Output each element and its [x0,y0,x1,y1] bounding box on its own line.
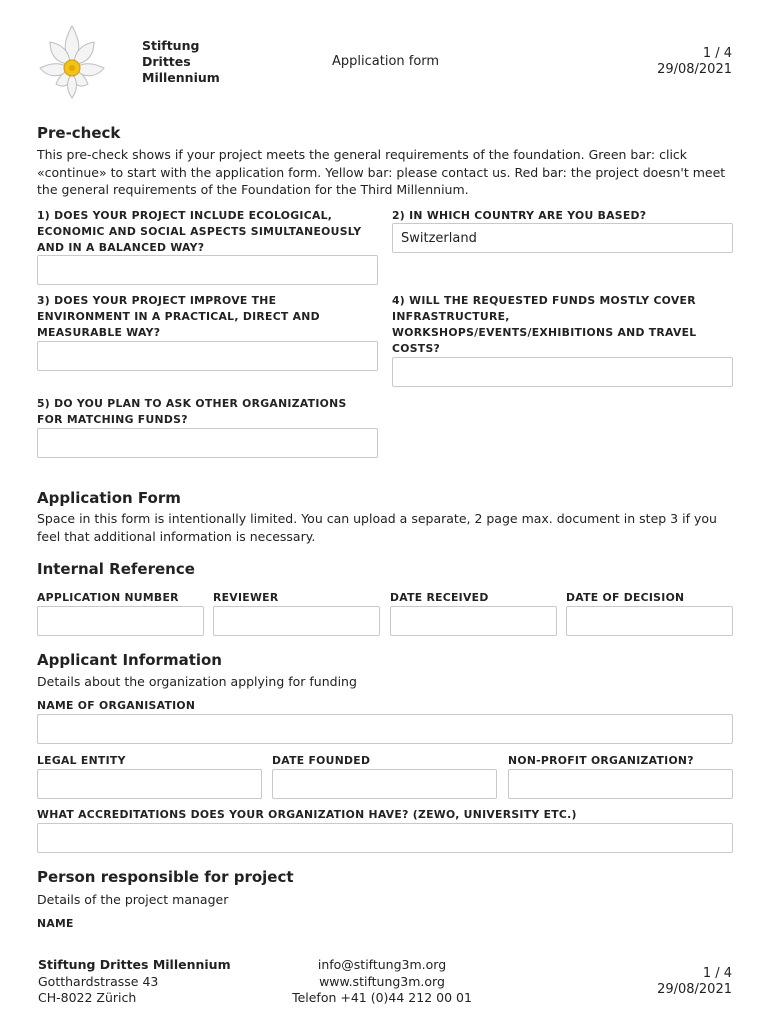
q5-input[interactable] [37,428,378,458]
person-responsible-title: Person responsible for project [37,868,294,886]
q3-input[interactable] [37,341,378,371]
date-received-input[interactable] [390,606,557,636]
organisation-name-input[interactable] [37,714,733,744]
application-description: Space in this form is intentionally limited. You can upload a separate, 2 page max. document in step 3 if you feel that additional information is necessary. [37,511,717,544]
accreditations-input[interactable] [37,823,733,853]
document-title: Application form [332,54,440,69]
application-number-label: APPLICATION NUMBER [37,591,179,604]
q4-input[interactable] [392,357,733,387]
precheck-title: Pre-check [37,124,121,142]
header-date: 29/08/2021 [657,62,732,77]
reviewer-label: REVIEWER [213,591,279,604]
org-name-line3: Millennium [142,70,220,85]
footer-page-number: 1 / 4 [702,966,732,981]
accreditations-label: WHAT ACCREDITATIONS DOES YOUR ORGANIZATION HAVE? (ZEWO, UNIVERSITY ETC.) [37,808,577,821]
organisation-name-label: NAME OF ORGANISATION [37,699,196,712]
person-name-label: NAME [37,917,74,930]
footer-date: 29/08/2021 [657,982,732,997]
q1-input[interactable] [37,255,378,285]
date-received-label: DATE RECEIVED [390,591,489,604]
date-founded-label: DATE FOUNDED [272,754,371,767]
country-input[interactable]: Switzerland [392,223,733,253]
application-number-input[interactable] [37,606,204,636]
org-name [142,38,252,86]
org-name-line2: Drittes [142,54,191,69]
non-profit-label: NON-PROFIT ORGANIZATION? [508,754,694,767]
applicant-information-title: Applicant Information [37,651,222,669]
lotus-flower-icon [36,18,108,104]
date-founded-input[interactable] [272,769,497,799]
footer-contact [288,957,476,1007]
precheck-description: This pre-check shows if your project meets the general requirements of the foundation. Green bar: click «continue» to start with the application form. Yellow bar: please contact us. Red bar: the project doesn't meet the general requirements of the Foundation for the Third Millennium. [37,147,726,197]
non-profit-input[interactable] [508,769,733,799]
application-title: Application Form [37,489,181,507]
footer-address [38,957,231,1007]
q5-label: 5) DO YOU PLAN TO ASK OTHER ORGANIZATIONS FOR MATCHING FUNDS? [37,397,347,426]
footer-website: www.stiftung3m.org [319,973,445,989]
header-page-number: 1 / 4 [702,46,732,61]
footer-org-name: Stiftung Drittes Millennium [38,957,231,972]
legal-entity-label: LEGAL ENTITY [37,754,126,767]
date-of-decision-label: DATE OF DECISION [566,591,685,604]
footer-phone: Telefon +41 (0)44 212 00 01 [292,990,472,1005]
reviewer-input[interactable] [213,606,380,636]
q2-label: 2) IN WHICH COUNTRY ARE YOU BASED? [392,209,647,222]
footer-street: Gotthardstrasse 43 [38,973,159,989]
footer-page-info [657,966,732,998]
applicant-information-description: Details about the organization applying for funding [37,674,357,689]
q3-label: 3) DOES YOUR PROJECT IMPROVE THE ENVIRONMENT IN A PRACTICAL, DIRECT AND MEASURABLE WAY? [37,294,320,339]
q1-label: 1) DOES YOUR PROJECT INCLUDE ECOLOGICAL, ECONOMIC AND SOCIAL ASPECTS SIMULTANEOUSLY AND IN A BALANCED WAY? [37,209,362,254]
legal-entity-input[interactable] [37,769,262,799]
date-of-decision-input[interactable] [566,606,733,636]
header-page-info [657,46,732,78]
person-responsible-description: Details of the project manager [37,892,229,907]
q4-label: 4) WILL THE REQUESTED FUNDS MOSTLY COVER INFRASTRUCTURE, WORKSHOPS/EVENTS/EXHIBITIONS AND TRAVEL COSTS? [392,294,697,355]
footer-email: info@stiftung3m.org [317,957,447,972]
org-name-line1: Stiftung [142,38,200,53]
internal-reference-title: Internal Reference [37,560,195,578]
footer-city: CH-8022 Zürich [38,990,137,1005]
lotus-logo [36,18,108,104]
